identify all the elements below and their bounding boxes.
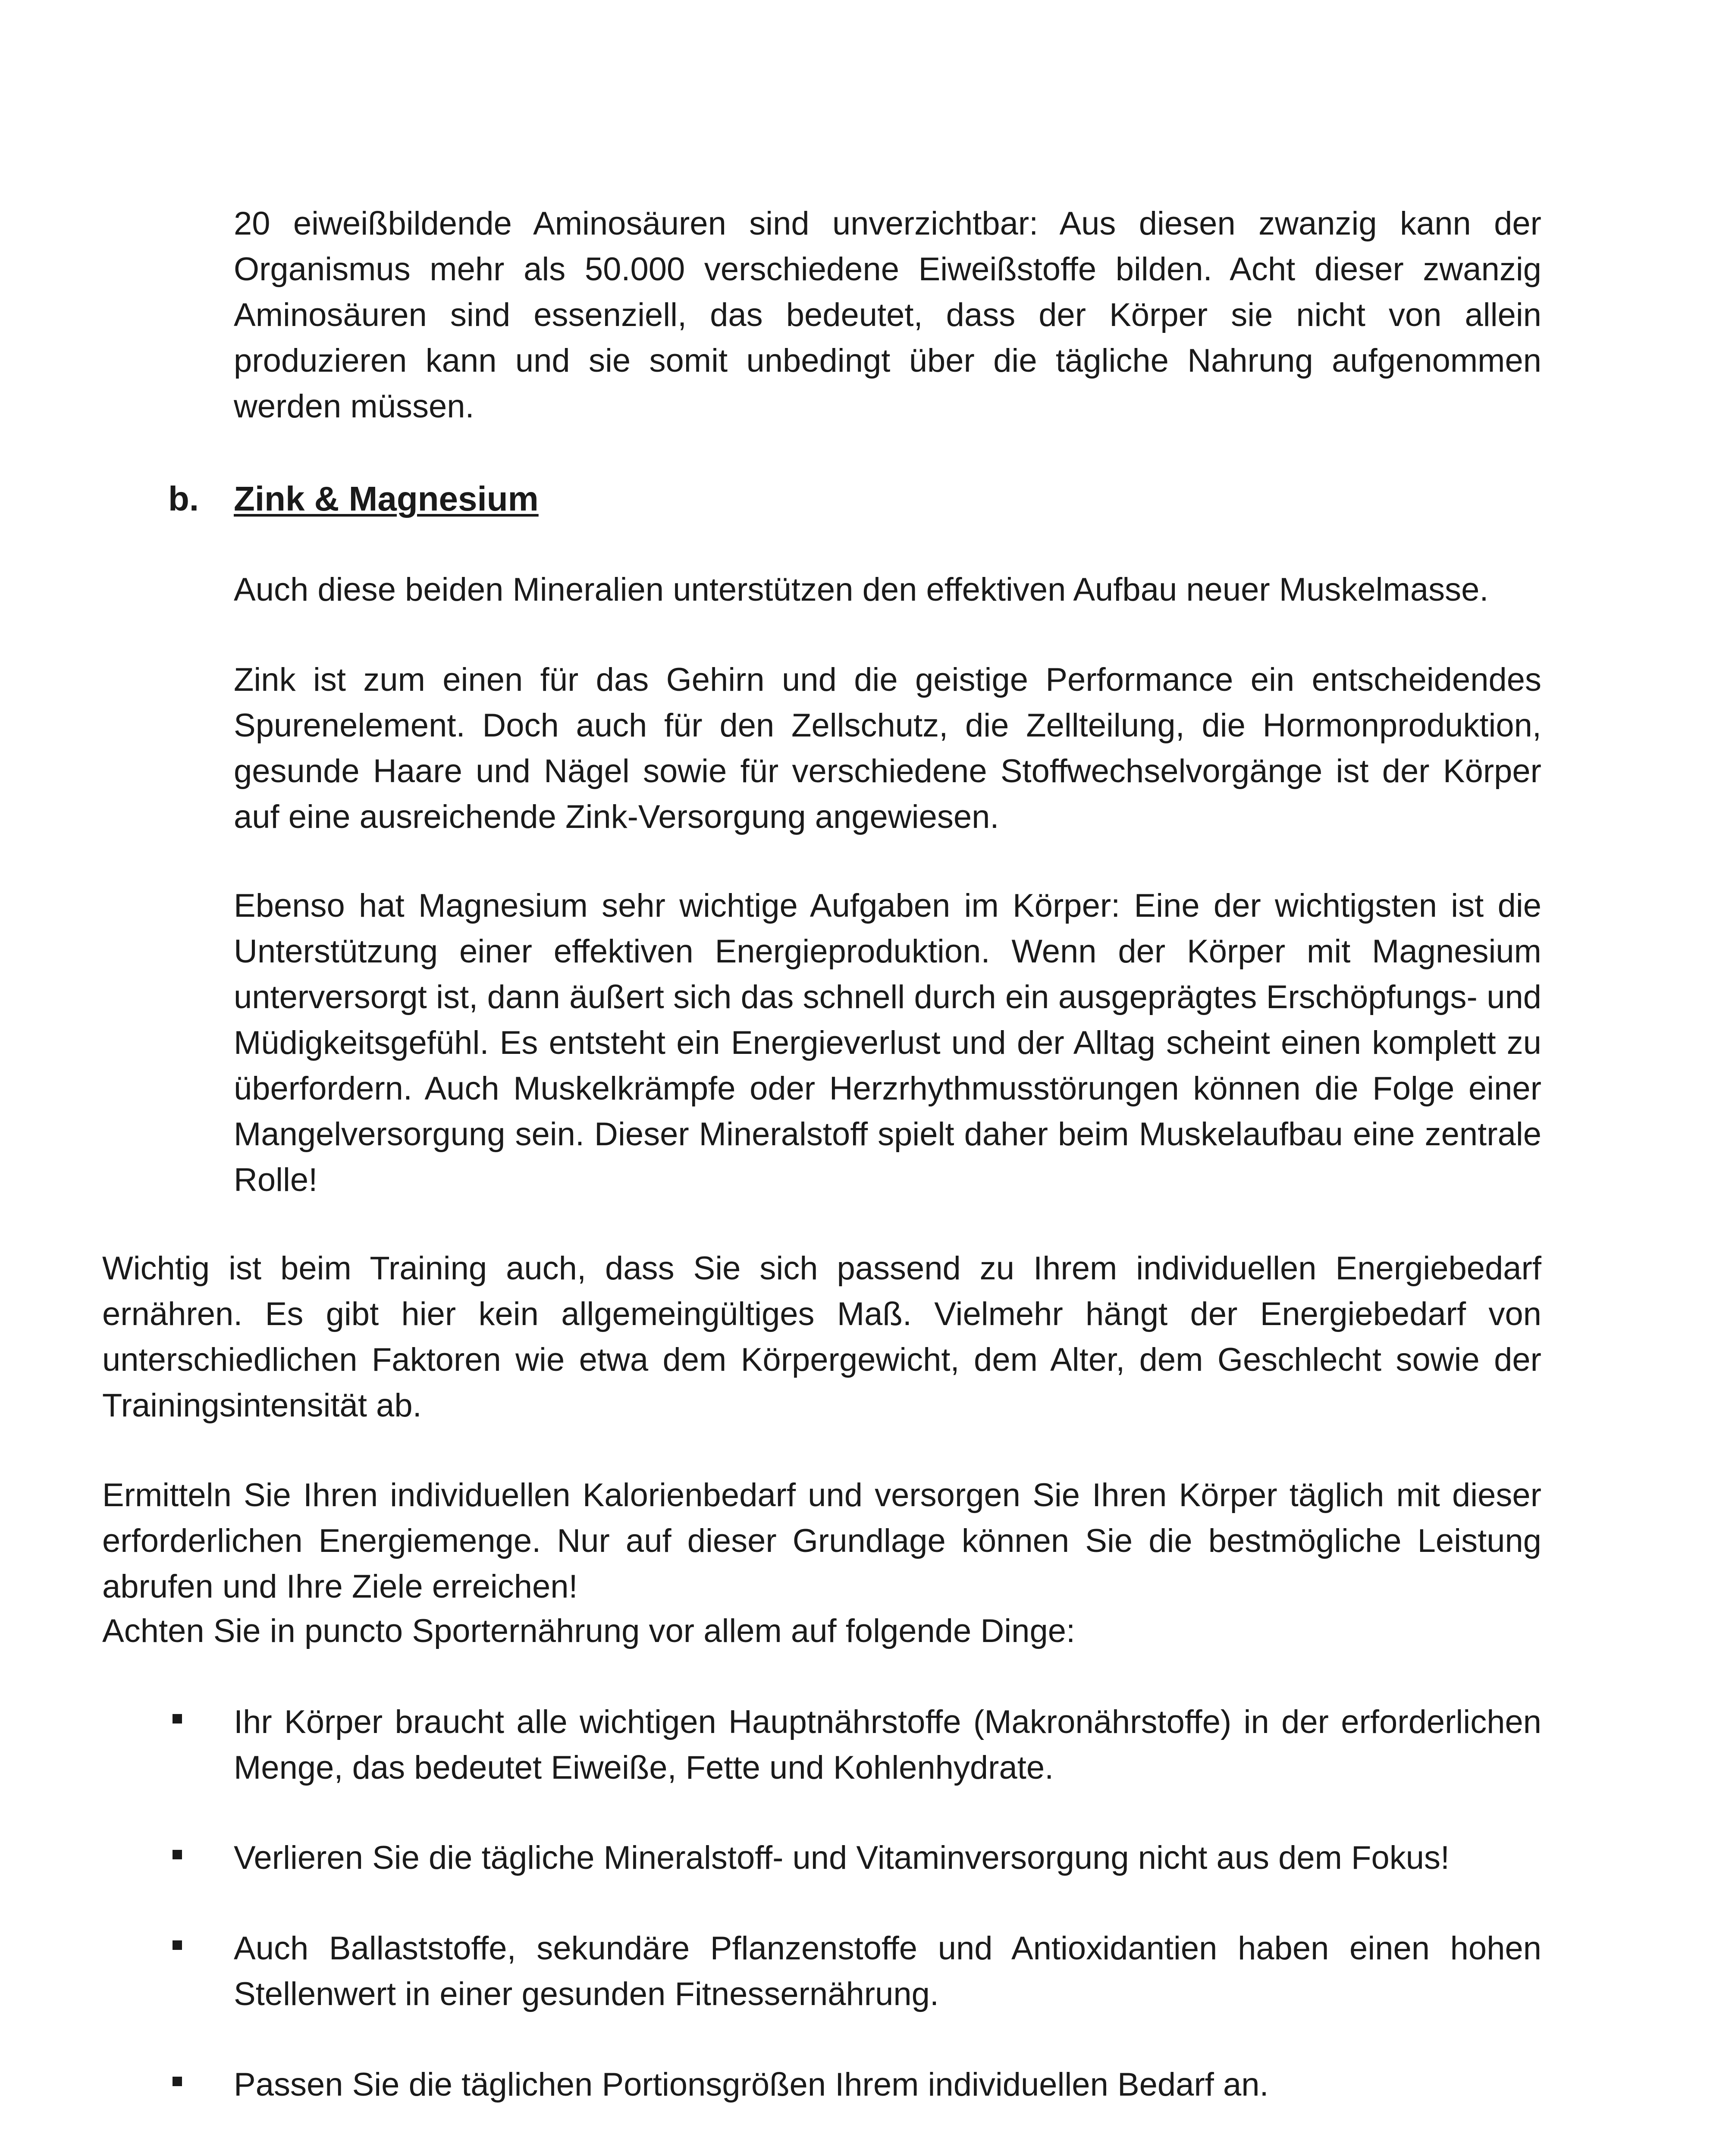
square-bullet-icon: [173, 2077, 182, 2086]
list-item-text: Ihr Körper braucht alle wichtigen Hauptnährstoffe (Makronährstoffe) in der erforderlichen Menge, das bedeutet Eiweiße, Fette und Kohlenhydrate.: [234, 1704, 1541, 1786]
list-item-text: Passen Sie die täglichen Portionsgrößen Ihrem individuellen Bedarf an.: [234, 2066, 1269, 2103]
section-title: Zink & Magnesium: [234, 479, 539, 518]
list-item-text: [234, 2152, 1541, 2156]
section-paragraph-minerals: Auch diese beiden Mineralien unterstützen den effektiven Aufbau neuer Muskelmasse.: [234, 571, 1489, 608]
section-paragraph-zinc: Zink ist zum einen für das Gehirn und die geistige Performance ein entscheidendes Spurenelement. Doch auch für den Zellschutz, die Zellteilung, die Hormonproduktion, gesunde Haare und Nägel sowie für verschiedene Stoffwechselvorgänge ist der Körper auf eine ausreichende Zink-Versorgung angewiesen.: [234, 661, 1541, 835]
body-paragraph-calories: Ermitteln Sie Ihren individuellen Kalorienbedarf und versorgen Sie Ihren Körper täglich mit dieser erforderlichen Energiemenge. Nur auf dieser Grundlage können Sie die bestmögliche Leistung abrufen und Ihre Ziele erreichen!: [102, 1477, 1541, 1605]
body-paragraph-list-intro: Achten Sie in puncto Sporternährung vor allem auf folgende Dinge:: [102, 1613, 1076, 1649]
list-item-text: Auch Ballaststoffe, sekundäre Pflanzenstoffe und Antioxidantien haben einen hohen Stellenwert in einer gesunden Fitnessernährung.: [234, 1930, 1541, 2012]
square-bullet-icon: [173, 1714, 182, 1724]
body-paragraph-energy: Wichtig ist beim Training auch, dass Sie sich passend zu Ihrem individuellen Energiebedarf ernähren. Es gibt hier kein allgemeingültiges Maß. Vielmehr hängt der Energiebedarf von unterschiedlichen Faktoren wie etwa dem Körpergewicht, dem Alter, dem Geschlecht sowie der Trainingsintensität ab.: [102, 1250, 1541, 1424]
section-paragraph-magnesium: Ebenso hat Magnesium sehr wichtige Aufgaben im Körper: Eine der wichtigsten ist die Unterstützung einer effektiven Energieproduktion. Wenn der Körper mit Magnesium unterversorgt ist, dann äußert sich das schnell durch ein ausgeprägtes Erschöpfungs- und Müdigkeitsgefühl. Es entsteht ein Energieverlust und der Alltag scheint einen komplett zu überfordern. Auch Muskelkrämpfe oder Herzrhythmusstörungen können die Folge einer Mangelversorgung sein. Dieser Mineralstoff spielt daher beim Muskelaufbau eine zentrale Rolle!: [234, 887, 1541, 1198]
section-heading: [168, 476, 539, 522]
square-bullet-icon: [173, 1940, 182, 1950]
square-bullet-icon: [173, 1850, 182, 1859]
section-letter: b.: [168, 479, 199, 518]
list-item-text: Verlieren Sie die tägliche Mineralstoff- und Vitaminversorgung nicht aus dem Fokus!: [234, 1839, 1450, 1876]
intro-paragraph: 20 eiweißbildende Aminosäuren sind unverzichtbar: Aus diesen zwanzig kann der Organismus mehr als 50.000 verschiedene Eiweißstoffe bilden. Acht dieser zwanzig Aminosäuren sind essenziell, das bedeutet, dass der Körper sie nicht von allein produzieren kann und sie somit unbedingt über die tägliche Nahrung aufgenommen werden müssen.: [234, 205, 1541, 425]
